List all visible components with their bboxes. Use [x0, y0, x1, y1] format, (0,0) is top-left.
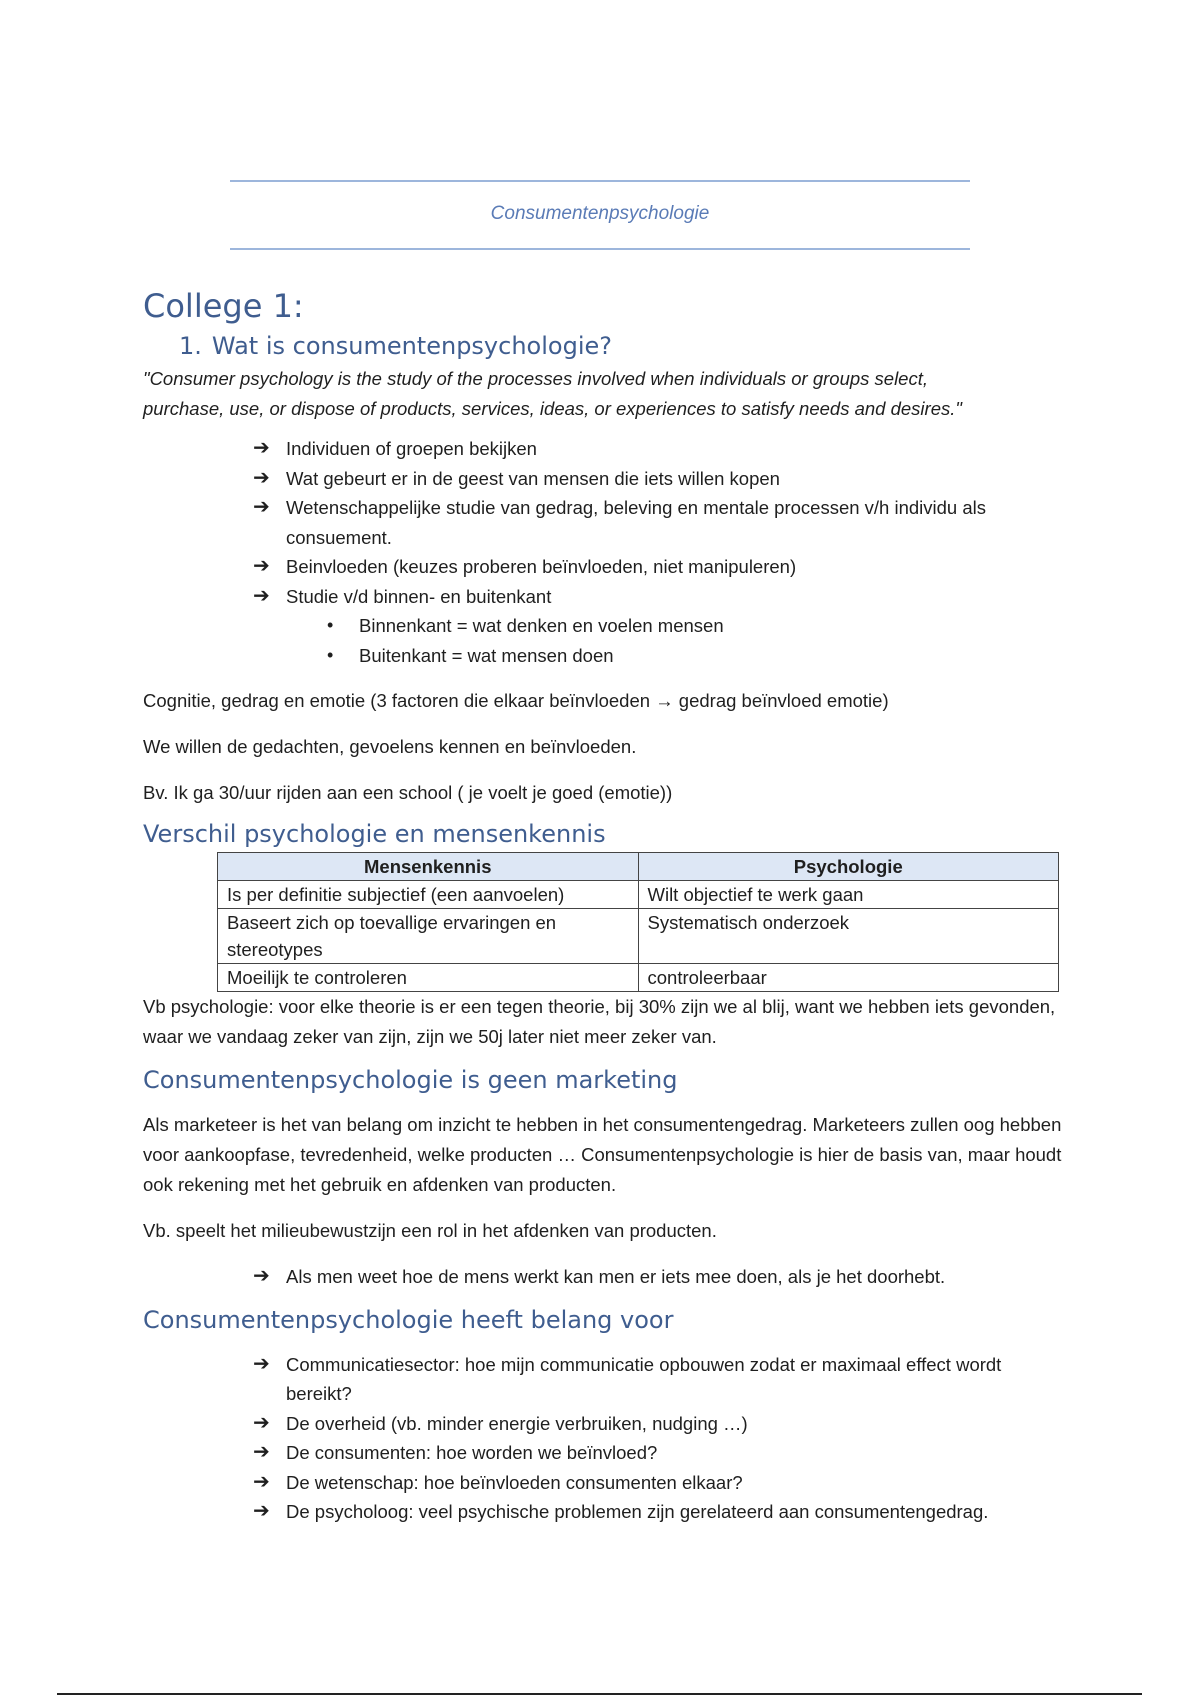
paragraph-gedachten: We willen de gedachten, gevoelens kennen en beïnvloeden.: [143, 736, 637, 757]
list-item: ➔ Wat gebeurt er in de geest van mensen die iets willen kopen: [253, 464, 1063, 494]
section1-title: Wat is consumentenpsychologie?: [211, 332, 612, 360]
footer-rule: [57, 1693, 1142, 1695]
table-cell: Systematisch onderzoek: [638, 909, 1059, 964]
section3-heading: Consumentenpsychologie is geen marketing: [143, 1066, 678, 1094]
arrow-icon: ➔: [253, 555, 270, 577]
list-item: • Binnenkant = wat denken en voelen mensen: [323, 611, 1063, 641]
section1-arrow-list: [143, 434, 1063, 611]
section1-bullet-list: [143, 611, 1063, 670]
list-item: • Buitenkant = wat mensen doen: [323, 641, 1063, 671]
document-body: [143, 284, 1063, 1527]
paragraph-voorbeeld: Bv. Ik ga 30/uur rijden aan een school ( je voelt je goed (emotie)): [143, 782, 673, 803]
college-heading: College 1:: [143, 287, 304, 325]
list-item: ➔ Wetenschappelijke studie van gedrag, beleving en mentale processen v/h individu als consuement.: [253, 493, 1063, 552]
list-item: ➔ De consumenten: hoe worden we beïnvloed?: [253, 1438, 1063, 1468]
comparison-table: [217, 852, 1059, 992]
psychologie-example-note: Vb psychologie: voor elke theorie is er een tegen theorie, bij 30% zijn we al blij, want we hebben iets gevonden, waar we vandaag zeker van zijn, zijn we 50j later niet meer zeker van.: [143, 996, 1056, 1047]
table-row: [218, 909, 1059, 964]
header-top-rule: [230, 180, 970, 182]
list-item: ➔ De overheid (vb. minder energie verbruiken, nudging …): [253, 1409, 1063, 1439]
list-item: ➔ Communicatiesector: hoe mijn communicatie opbouwen zodat er maximaal effect wordt bereikt?: [253, 1350, 1063, 1409]
list-item: ➔ De wetenschap: hoe beïnvloeden consumenten elkaar?: [253, 1468, 1063, 1498]
list-item: ➔ Beinvloeden (keuzes proberen beïnvloeden, niet manipuleren): [253, 552, 1063, 582]
header-title: Consumentenpsychologie: [490, 203, 710, 224]
table-row: [218, 964, 1059, 992]
arrow-icon: ➔: [253, 1352, 270, 1375]
header-bottom-rule: [230, 248, 970, 250]
arrow-icon: ➔: [253, 1441, 270, 1463]
list-item: ➔ Individuen of groepen bekijken: [253, 434, 1063, 464]
table-cell: Is per definitie subjectief (een aanvoelen): [218, 881, 639, 909]
paragraph-cognitie: Cognitie, gedrag en emotie (3 factoren die elkaar beïnvloeden → gedrag beïnvloed emotie): [143, 690, 889, 711]
table-cell: Moeilijk te controleren: [218, 964, 639, 992]
section4-arrow-list: [143, 1350, 1063, 1527]
arrow-icon: ➔: [253, 1265, 270, 1287]
bullet-icon: •: [327, 644, 334, 665]
definition-quote-line1: "Consumer psychology is the study of the processes involved when individuals or groups select,: [143, 368, 929, 389]
marketing-paragraph: Als marketeer is het van belang om inzicht te hebben in het consumentengedrag. Marketeers zullen oog hebben voor aankoopfase, tevredenheid, welke producten … Consumentenpsychologie is hier de basis van, maar houdt ook rekening met het gebruik en afdenken van producten.: [143, 1114, 1062, 1195]
arrow-icon: ➔: [253, 584, 270, 607]
section1-number: 1.: [179, 332, 202, 360]
table-cell: controleerbaar: [638, 964, 1059, 992]
section1-heading: [143, 328, 1063, 364]
table-header-cell: Psychologie: [638, 853, 1059, 881]
arrow-icon: ➔: [253, 437, 270, 459]
arrow-icon: ➔: [253, 1500, 270, 1522]
section4-heading: Consumentenpsychologie heeft belang voor: [143, 1305, 674, 1334]
table-cell: Baseert zich op toevallige ervaringen en stereotypes: [218, 909, 639, 964]
section2-heading: Verschil psychologie en mensenkennis: [143, 820, 606, 848]
milieu-paragraph: Vb. speelt het milieubewustzijn een rol in het afdenken van producten.: [143, 1220, 717, 1241]
arrow-icon: ➔: [253, 496, 270, 518]
bullet-icon: •: [327, 615, 334, 635]
arrow-icon: ➔: [253, 1470, 270, 1493]
definition-quote-line2: purchase, use, or dispose of products, services, ideas, or experiences to satisfy needs and desires.": [143, 398, 962, 419]
arrow-icon: ➔: [253, 466, 270, 489]
table-header-cell: Mensenkennis: [218, 853, 639, 881]
table-header-row: [218, 853, 1059, 881]
list-item: ➔ Studie v/d binnen- en buitenkant: [253, 582, 1063, 612]
section3-arrow-list: [143, 1262, 1063, 1292]
table-cell: Wilt objectief te werk gaan: [638, 881, 1059, 909]
list-item: ➔ Als men weet hoe de mens werkt kan men er iets mee doen, als je het doorhebt.: [253, 1262, 1063, 1292]
list-item: ➔ De psycholoog: veel psychische problemen zijn gerelateerd aan consumentengedrag.: [253, 1497, 1063, 1527]
arrow-icon: ➔: [253, 1411, 270, 1434]
table-row: [218, 881, 1059, 909]
